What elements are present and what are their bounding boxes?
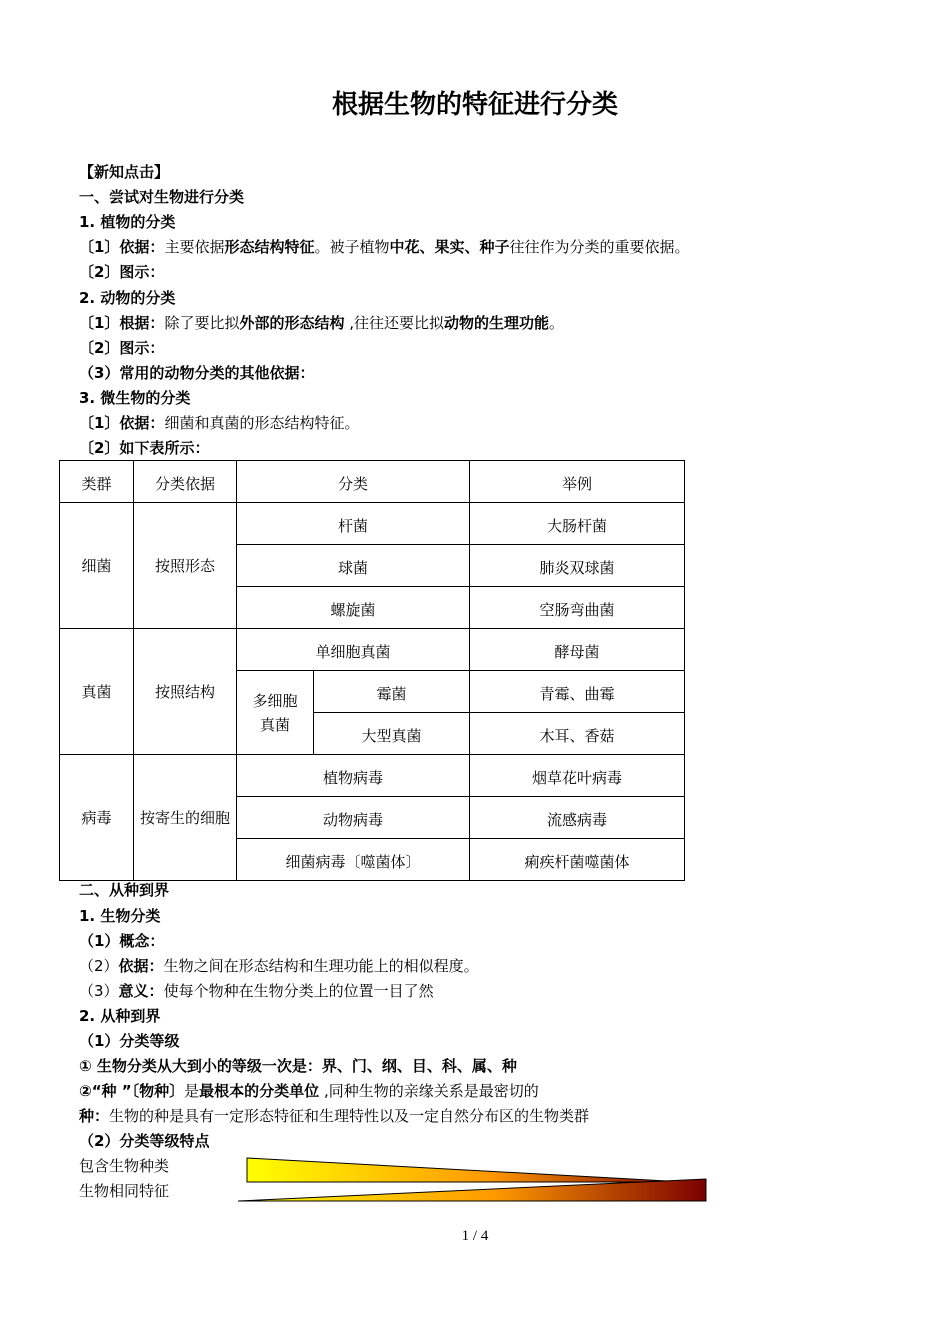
example-cell: 肺炎双球菌 <box>470 545 685 587</box>
example-cell: 酵母菌 <box>470 629 685 671</box>
meaning-line <box>79 981 434 1001</box>
meaning-label: 意义： <box>118 982 164 1000</box>
header-type: 分类 <box>237 461 470 503</box>
example-cell: 流感病毒 <box>470 797 685 839</box>
animal-basis-text: 除了要比拟 <box>164 314 240 332</box>
features-heading: （2）分类等级特点 <box>79 1132 210 1150</box>
micro-basis-prefix: 〔1〕依据： <box>79 414 165 432</box>
page-title: 根据生物的特征进行分类 <box>331 90 618 120</box>
classification-heading: 1. 生物分类 <box>79 907 161 925</box>
plant-heading: 1. 植物的分类 <box>79 213 176 231</box>
basis-label: 依据： <box>118 957 164 975</box>
basis-virus-cell <box>134 755 237 881</box>
meaning-text: 使每个物种在生物分类上的位置一目了然 <box>163 982 434 1000</box>
micro-basis-text: 细菌和真菌的形态结构特征。 <box>164 414 360 432</box>
header-basis: 分类依据 <box>134 461 237 503</box>
species-definition <box>79 1106 589 1126</box>
header-example: 举例 <box>470 461 685 503</box>
plant-basis <box>79 237 690 257</box>
type-cell: 杆菌 <box>237 503 470 545</box>
basis-virus: 按寄生的细胞 <box>140 808 231 827</box>
header-group: 类群 <box>60 461 134 503</box>
multicellular-fungi-cell <box>237 671 314 755</box>
species-to-kingdom-heading: 2. 从种到界 <box>79 1007 161 1025</box>
concept-label: （1）概念： <box>79 932 165 950</box>
multicellular-fungi-label: 多细胞真菌 <box>252 691 298 734</box>
page-number: 1 / 4 <box>461 1228 489 1244</box>
plant-basis-bold: 中花、果实、种子 <box>389 238 510 256</box>
wedge-bottom-label: 生物相同特征 <box>79 1182 170 1200</box>
plant-basis-prefix: 〔1〕依据： <box>79 238 165 256</box>
species-text: 是 <box>184 1082 200 1100</box>
microbe-classification-table <box>59 460 685 881</box>
basis-line <box>79 956 479 976</box>
example-cell: 木耳、香菇 <box>470 713 685 755</box>
animal-other-basis: （3）常用的动物分类的其他依据： <box>79 364 315 382</box>
example-cell: 痢疾杆菌噬菌体 <box>470 839 685 881</box>
classification-level-wedge <box>236 1156 710 1204</box>
plant-basis-bold: 形态结构特征 <box>224 238 315 256</box>
animal-basis <box>79 313 564 333</box>
table-row <box>60 629 685 671</box>
basis-fungi: 按照结构 <box>134 629 237 755</box>
basis-text: 生物之间在形态结构和生理功能上的相似程度。 <box>163 957 479 975</box>
species-basic-unit <box>79 1081 539 1101</box>
wedge-top-label: 包含生物种类 <box>79 1157 170 1175</box>
table-header-row <box>60 461 685 503</box>
micro-basis <box>79 413 359 433</box>
species-count-wedge <box>247 1158 686 1182</box>
plant-basis-text: 往往作为分类的重要依据。 <box>509 238 690 256</box>
table-row <box>60 503 685 545</box>
animal-basis-bold: 动物的生理功能 <box>444 314 550 332</box>
example-cell: 大肠杆菌 <box>470 503 685 545</box>
animal-basis-text: ,往往还要比拟 <box>344 314 445 332</box>
animal-diagram-label: 〔2〕图示： <box>79 339 165 357</box>
animal-basis-text: 。 <box>549 314 565 332</box>
animal-basis-bold: 外部的形态结构 <box>239 314 345 332</box>
group-bacteria: 细菌 <box>60 503 134 629</box>
plant-basis-text: 主要依据 <box>164 238 225 256</box>
example-cell: 烟草花叶病毒 <box>470 755 685 797</box>
plant-diagram-label: 〔2〕图示： <box>79 263 165 281</box>
levels-heading: （1）分类等级 <box>79 1032 180 1050</box>
plant-basis-text: 。被子植物 <box>314 238 390 256</box>
type-cell: 植物病毒 <box>237 755 470 797</box>
example-cell: 空肠弯曲菌 <box>470 587 685 629</box>
species-def-label: 种： <box>79 1107 110 1125</box>
basis-bacteria: 按照形态 <box>134 503 237 629</box>
micro-heading: 3. 微生物的分类 <box>79 389 191 407</box>
section-heading-1: 一、尝试对生物进行分类 <box>79 188 245 206</box>
type-cell: 细菌病毒〔噬菌体〕 <box>237 839 470 881</box>
levels-order: ① 生物分类从大到小的等级一次是：界、门、纲、目、科、属、种 <box>79 1057 517 1075</box>
table-row <box>60 755 685 797</box>
animal-heading: 2. 动物的分类 <box>79 289 176 307</box>
section-tag: 【新知点击】 <box>79 163 170 181</box>
meaning-prefix: （3） <box>79 982 119 1000</box>
group-virus: 病毒 <box>60 755 134 881</box>
section-heading-2: 二、从种到界 <box>79 881 170 899</box>
type-cell: 动物病毒 <box>237 797 470 839</box>
species-def-text: 生物的种是具有一定形态特征和生理特性以及一定自然分布区的生物类群 <box>109 1107 590 1125</box>
type-cell: 霉菌 <box>314 671 470 713</box>
species-bold: 最根本的分类单位 <box>199 1082 320 1100</box>
type-cell: 大型真菌 <box>314 713 470 755</box>
type-cell: 球菌 <box>237 545 470 587</box>
group-fungi: 真菌 <box>60 629 134 755</box>
basis-prefix: （2） <box>79 957 119 975</box>
species-label: ②“种 ”〔物种〕 <box>79 1082 185 1100</box>
type-cell: 单细胞真菌 <box>237 629 470 671</box>
micro-table-intro: 〔2〕如下表所示： <box>79 439 210 457</box>
animal-basis-prefix: 〔1〕根据： <box>79 314 165 332</box>
example-cell: 青霉、曲霉 <box>470 671 685 713</box>
type-cell: 螺旋菌 <box>237 587 470 629</box>
species-text: ,同种生物的亲缘关系是最密切的 <box>319 1082 539 1100</box>
